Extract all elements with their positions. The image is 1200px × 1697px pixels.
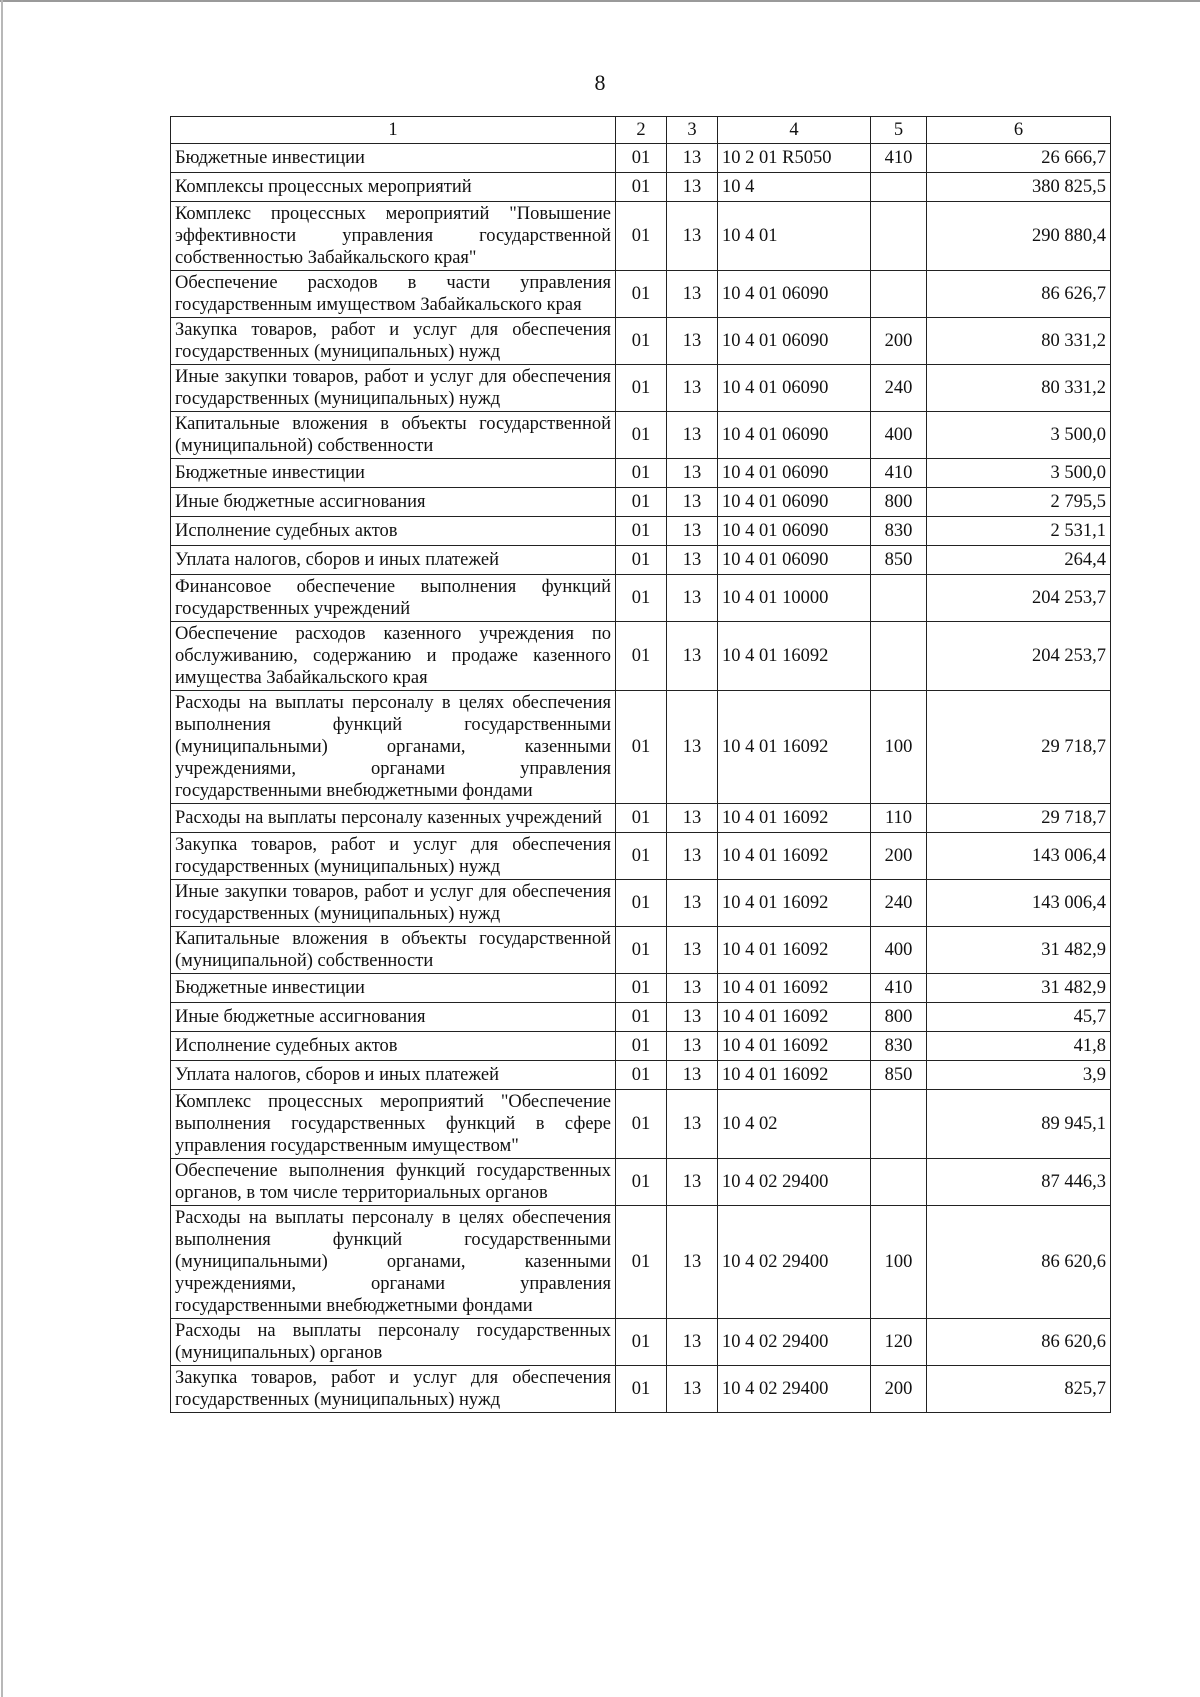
row-section-cell: 01 [616, 804, 667, 833]
row-expense-type-cell: 240 [871, 365, 927, 412]
row-expense-type-cell: 100 [871, 691, 927, 804]
table-row [171, 804, 1111, 833]
table-row [171, 1319, 1111, 1366]
row-subsection-cell: 13 [667, 1206, 718, 1319]
table-row [171, 202, 1111, 271]
row-subsection-cell: 13 [667, 318, 718, 365]
row-expense-type-cell [871, 271, 927, 318]
row-amount-cell: 86 620,6 [927, 1319, 1111, 1366]
row-amount-cell: 31 482,9 [927, 974, 1111, 1003]
row-amount-cell: 29 718,7 [927, 691, 1111, 804]
row-section-cell: 01 [616, 365, 667, 412]
row-subsection-cell: 13 [667, 1032, 718, 1061]
row-subsection-cell: 13 [667, 691, 718, 804]
row-name-cell: Исполнение судебных актов [171, 517, 616, 546]
row-target-article-cell: 10 4 01 16092 [718, 691, 871, 804]
row-section-cell: 01 [616, 202, 667, 271]
row-target-article-cell: 10 4 01 16092 [718, 1003, 871, 1032]
row-section-cell: 01 [616, 1366, 667, 1413]
table-row [171, 880, 1111, 927]
row-target-article-cell: 10 2 01 R5050 [718, 144, 871, 173]
row-amount-cell: 2 531,1 [927, 517, 1111, 546]
table-row [171, 318, 1111, 365]
row-expense-type-cell [871, 202, 927, 271]
row-expense-type-cell: 800 [871, 1003, 927, 1032]
row-target-article-cell: 10 4 01 [718, 202, 871, 271]
row-section-cell: 01 [616, 144, 667, 173]
row-expense-type-cell: 200 [871, 318, 927, 365]
row-amount-cell: 290 880,4 [927, 202, 1111, 271]
row-amount-cell: 86 620,6 [927, 1206, 1111, 1319]
table-header-row [171, 117, 1111, 144]
row-section-cell: 01 [616, 318, 667, 365]
row-name-cell: Обеспечение выполнения функций государственных органов, в том числе территориальных органов [171, 1159, 616, 1206]
row-section-cell: 01 [616, 622, 667, 691]
row-amount-cell: 3 500,0 [927, 459, 1111, 488]
row-name-cell: Закупка товаров, работ и услуг для обеспечения государственных (муниципальных) нужд [171, 1366, 616, 1413]
table-row [171, 173, 1111, 202]
row-expense-type-cell: 410 [871, 144, 927, 173]
row-subsection-cell: 13 [667, 144, 718, 173]
row-amount-cell: 89 945,1 [927, 1090, 1111, 1159]
row-amount-cell: 29 718,7 [927, 804, 1111, 833]
row-subsection-cell: 13 [667, 974, 718, 1003]
row-amount-cell: 80 331,2 [927, 365, 1111, 412]
row-target-article-cell: 10 4 01 16092 [718, 622, 871, 691]
row-name-cell: Капитальные вложения в объекты государственной (муниципальной) собственности [171, 412, 616, 459]
row-name-cell: Иные бюджетные ассигнования [171, 1003, 616, 1032]
row-name-cell: Обеспечение расходов в части управления государственным имуществом Забайкальского края [171, 271, 616, 318]
row-expense-type-cell: 200 [871, 1366, 927, 1413]
row-target-article-cell: 10 4 01 06090 [718, 271, 871, 318]
table-row [171, 1003, 1111, 1032]
row-section-cell: 01 [616, 1206, 667, 1319]
row-section-cell: 01 [616, 1090, 667, 1159]
row-expense-type-cell: 410 [871, 459, 927, 488]
header-col-2: 2 [616, 117, 667, 144]
row-expense-type-cell: 100 [871, 1206, 927, 1319]
table-row [171, 365, 1111, 412]
row-amount-cell: 31 482,9 [927, 927, 1111, 974]
row-amount-cell: 86 626,7 [927, 271, 1111, 318]
row-expense-type-cell: 200 [871, 833, 927, 880]
row-name-cell: Иные закупки товаров, работ и услуг для обеспечения государственных (муниципальных) нужд [171, 365, 616, 412]
row-section-cell: 01 [616, 459, 667, 488]
scan-left-edge [1, 0, 3, 1697]
row-target-article-cell: 10 4 01 06090 [718, 365, 871, 412]
header-col-4: 4 [718, 117, 871, 144]
row-subsection-cell: 13 [667, 202, 718, 271]
row-section-cell: 01 [616, 691, 667, 804]
row-target-article-cell: 10 4 02 29400 [718, 1319, 871, 1366]
row-expense-type-cell: 800 [871, 488, 927, 517]
row-section-cell: 01 [616, 1159, 667, 1206]
row-name-cell: Комплекс процессных мероприятий "Повышение эффективности управления государственной собственностью Забайкальского края" [171, 202, 616, 271]
row-expense-type-cell [871, 173, 927, 202]
row-target-article-cell: 10 4 02 29400 [718, 1366, 871, 1413]
row-subsection-cell: 13 [667, 1003, 718, 1032]
row-subsection-cell: 13 [667, 927, 718, 974]
row-expense-type-cell [871, 622, 927, 691]
row-amount-cell: 825,7 [927, 1366, 1111, 1413]
row-section-cell: 01 [616, 1061, 667, 1090]
table-row [171, 575, 1111, 622]
row-target-article-cell: 10 4 01 16092 [718, 880, 871, 927]
row-subsection-cell: 13 [667, 575, 718, 622]
row-expense-type-cell: 850 [871, 546, 927, 575]
row-target-article-cell: 10 4 01 16092 [718, 804, 871, 833]
row-section-cell: 01 [616, 173, 667, 202]
row-name-cell: Иные закупки товаров, работ и услуг для обеспечения государственных (муниципальных) нужд [171, 880, 616, 927]
row-name-cell: Расходы на выплаты персоналу государственных (муниципальных) органов [171, 1319, 616, 1366]
page-number: 8 [594, 70, 606, 95]
row-target-article-cell: 10 4 01 06090 [718, 517, 871, 546]
row-amount-cell: 87 446,3 [927, 1159, 1111, 1206]
row-expense-type-cell: 120 [871, 1319, 927, 1366]
row-target-article-cell: 10 4 02 29400 [718, 1159, 871, 1206]
row-target-article-cell: 10 4 01 06090 [718, 318, 871, 365]
row-expense-type-cell: 110 [871, 804, 927, 833]
row-name-cell: Комплексы процессных мероприятий [171, 173, 616, 202]
row-name-cell: Бюджетные инвестиции [171, 459, 616, 488]
row-expense-type-cell: 240 [871, 880, 927, 927]
row-section-cell: 01 [616, 517, 667, 546]
table-row [171, 974, 1111, 1003]
row-name-cell: Закупка товаров, работ и услуг для обеспечения государственных (муниципальных) нужд [171, 833, 616, 880]
row-name-cell: Закупка товаров, работ и услуг для обеспечения государственных (муниципальных) нужд [171, 318, 616, 365]
row-target-article-cell: 10 4 01 16092 [718, 974, 871, 1003]
row-section-cell: 01 [616, 575, 667, 622]
row-expense-type-cell: 850 [871, 1061, 927, 1090]
table-body [171, 144, 1111, 1413]
header-col-1: 1 [171, 117, 616, 144]
table-row [171, 488, 1111, 517]
row-amount-cell: 264,4 [927, 546, 1111, 575]
header-col-6: 6 [927, 117, 1111, 144]
row-section-cell: 01 [616, 927, 667, 974]
row-expense-type-cell: 830 [871, 517, 927, 546]
row-target-article-cell: 10 4 01 06090 [718, 488, 871, 517]
row-target-article-cell: 10 4 01 10000 [718, 575, 871, 622]
row-section-cell: 01 [616, 1003, 667, 1032]
row-name-cell: Капитальные вложения в объекты государственной (муниципальной) собственности [171, 927, 616, 974]
row-target-article-cell: 10 4 [718, 173, 871, 202]
row-expense-type-cell [871, 1090, 927, 1159]
row-subsection-cell: 13 [667, 271, 718, 318]
row-expense-type-cell: 410 [871, 974, 927, 1003]
row-target-article-cell: 10 4 01 16092 [718, 833, 871, 880]
row-section-cell: 01 [616, 974, 667, 1003]
row-amount-cell: 3 500,0 [927, 412, 1111, 459]
row-expense-type-cell: 400 [871, 927, 927, 974]
row-name-cell: Расходы на выплаты персоналу казенных учреждений [171, 804, 616, 833]
row-target-article-cell: 10 4 01 06090 [718, 412, 871, 459]
table-row [171, 927, 1111, 974]
table-row [171, 517, 1111, 546]
row-amount-cell: 204 253,7 [927, 575, 1111, 622]
row-subsection-cell: 13 [667, 173, 718, 202]
row-name-cell: Уплата налогов, сборов и иных платежей [171, 1061, 616, 1090]
table-row [171, 1206, 1111, 1319]
row-section-cell: 01 [616, 1319, 667, 1366]
row-name-cell: Обеспечение расходов казенного учреждения по обслуживанию, содержанию и продаже казенного имущества Забайкальского края [171, 622, 616, 691]
budget-table [170, 116, 1111, 1413]
row-subsection-cell: 13 [667, 1319, 718, 1366]
row-target-article-cell: 10 4 01 16092 [718, 1032, 871, 1061]
row-amount-cell: 143 006,4 [927, 833, 1111, 880]
row-subsection-cell: 13 [667, 546, 718, 575]
row-amount-cell: 380 825,5 [927, 173, 1111, 202]
table-row [171, 271, 1111, 318]
row-expense-type-cell: 830 [871, 1032, 927, 1061]
row-name-cell: Бюджетные инвестиции [171, 144, 616, 173]
row-target-article-cell: 10 4 02 29400 [718, 1206, 871, 1319]
row-subsection-cell: 13 [667, 1061, 718, 1090]
row-name-cell: Уплата налогов, сборов и иных платежей [171, 546, 616, 575]
row-subsection-cell: 13 [667, 1090, 718, 1159]
table-row [171, 459, 1111, 488]
row-expense-type-cell [871, 575, 927, 622]
row-subsection-cell: 13 [667, 365, 718, 412]
table-row [171, 412, 1111, 459]
row-subsection-cell: 13 [667, 1366, 718, 1413]
row-section-cell: 01 [616, 880, 667, 927]
header-col-5: 5 [871, 117, 927, 144]
row-subsection-cell: 13 [667, 833, 718, 880]
row-target-article-cell: 10 4 01 16092 [718, 1061, 871, 1090]
table-row [171, 546, 1111, 575]
table-row [171, 1090, 1111, 1159]
row-name-cell: Иные бюджетные ассигнования [171, 488, 616, 517]
row-target-article-cell: 10 4 01 06090 [718, 459, 871, 488]
row-name-cell: Бюджетные инвестиции [171, 974, 616, 1003]
row-subsection-cell: 13 [667, 880, 718, 927]
row-subsection-cell: 13 [667, 804, 718, 833]
row-amount-cell: 26 666,7 [927, 144, 1111, 173]
row-subsection-cell: 13 [667, 622, 718, 691]
row-subsection-cell: 13 [667, 488, 718, 517]
row-section-cell: 01 [616, 833, 667, 880]
table-row [171, 833, 1111, 880]
row-subsection-cell: 13 [667, 412, 718, 459]
row-target-article-cell: 10 4 02 [718, 1090, 871, 1159]
table-row [171, 622, 1111, 691]
table-row [171, 1061, 1111, 1090]
row-name-cell: Расходы на выплаты персоналу в целях обеспечения выполнения функций государственными (муниципальными) органами, казенными учреждениями, органами управления государственными внебюджетными фондами [171, 691, 616, 804]
table-row [171, 691, 1111, 804]
row-name-cell: Комплекс процессных мероприятий "Обеспечение выполнения государственных функций в сфере управления государственным имуществом" [171, 1090, 616, 1159]
table-row [171, 144, 1111, 173]
table-row [171, 1159, 1111, 1206]
row-section-cell: 01 [616, 1032, 667, 1061]
table-row [171, 1366, 1111, 1413]
row-section-cell: 01 [616, 271, 667, 318]
row-subsection-cell: 13 [667, 517, 718, 546]
row-section-cell: 01 [616, 488, 667, 517]
row-amount-cell: 3,9 [927, 1061, 1111, 1090]
row-subsection-cell: 13 [667, 1159, 718, 1206]
row-section-cell: 01 [616, 412, 667, 459]
row-expense-type-cell: 400 [871, 412, 927, 459]
row-amount-cell: 45,7 [927, 1003, 1111, 1032]
table-row [171, 1032, 1111, 1061]
row-amount-cell: 204 253,7 [927, 622, 1111, 691]
row-amount-cell: 2 795,5 [927, 488, 1111, 517]
row-name-cell: Расходы на выплаты персоналу в целях обеспечения выполнения функций государственными (муниципальными) органами, казенными учреждениями, органами управления государственными внебюджетными фондами [171, 1206, 616, 1319]
row-section-cell: 01 [616, 546, 667, 575]
row-name-cell: Финансовое обеспечение выполнения функций государственных учреждений [171, 575, 616, 622]
row-amount-cell: 41,8 [927, 1032, 1111, 1061]
row-name-cell: Исполнение судебных актов [171, 1032, 616, 1061]
scan-top-edge [0, 0, 1200, 2]
header-col-3: 3 [667, 117, 718, 144]
row-amount-cell: 80 331,2 [927, 318, 1111, 365]
row-target-article-cell: 10 4 01 06090 [718, 546, 871, 575]
row-expense-type-cell [871, 1159, 927, 1206]
row-subsection-cell: 13 [667, 459, 718, 488]
row-amount-cell: 143 006,4 [927, 880, 1111, 927]
row-target-article-cell: 10 4 01 16092 [718, 927, 871, 974]
